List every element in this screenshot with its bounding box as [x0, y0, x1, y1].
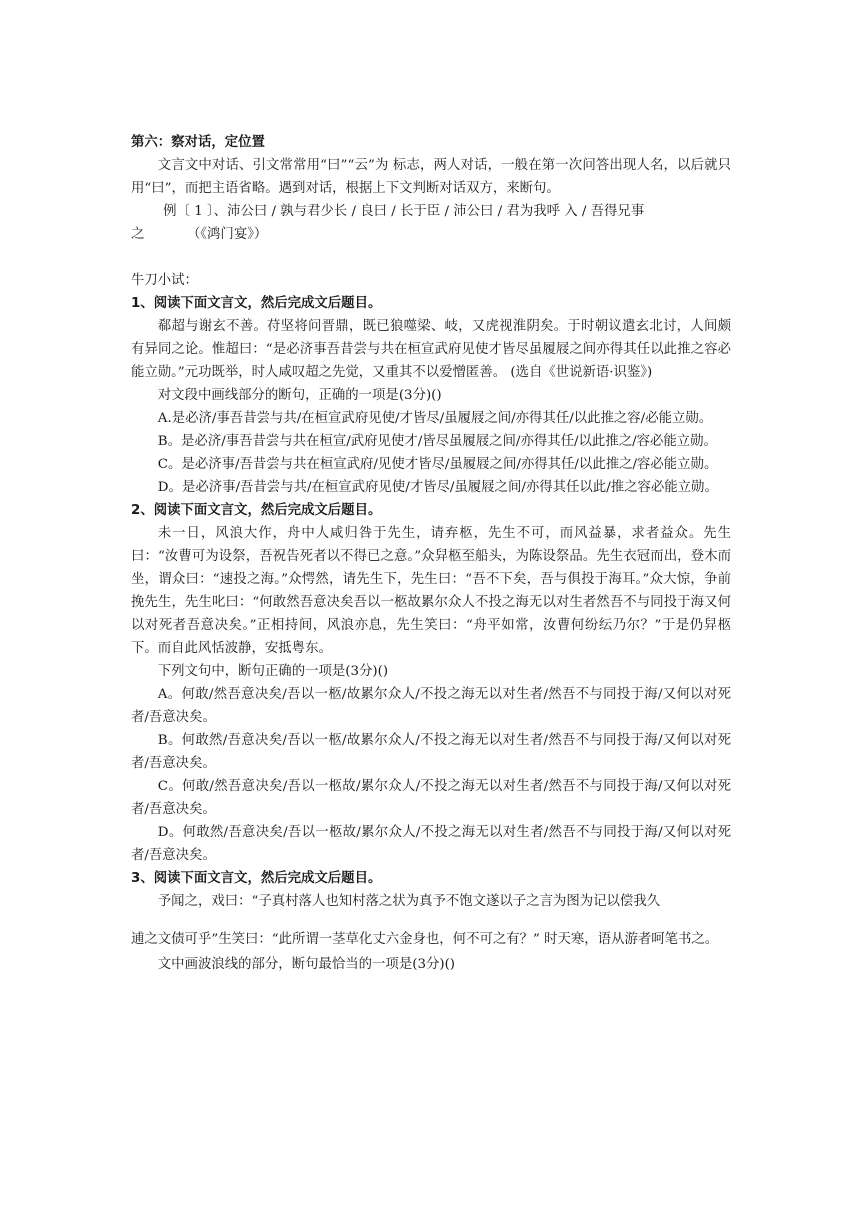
question-2-heading: 2、阅读下面文言文，然后完成文后题目。	[131, 503, 382, 518]
blank-line	[131, 246, 731, 269]
question-2-passage: 未一日，风浪大作，舟中人咸归咎于先生，请弃柩，先生不可，而风益暴，求者益众。先生曰：“汝曹可为设祭，吾祝告死者以不得已之意。”众舁柩至船头，为陈设祭品。先生衣冠而出，登木而坐，谓众曰：“速投之海。”众愕然，请先生下，先生曰：“吾不下矣，吾与俱投于海耳。”众大惊，争前挽先生，先生叱曰：“何敢然吾意决矣吾以一柩故累尔众人不投之海无以对生者然吾不与同投于海又何以对死者吾意决矣。”正相持间，风浪亦息，先生笑曰：“舟平如常，汝曹何纷纭乃尔？”于是仍舁柩下。而自此风恬波静，安抵粤东。	[131, 526, 731, 656]
example-line: 例〔 1 〕、沛公曰 / 孰与君少长 / 良曰 / 长于臣 / 沛公曰 / 君为我呼 入 / 吾得兄事	[163, 204, 645, 219]
document-content	[131, 131, 731, 976]
question-3-prompt: 文中画波浪线的部分，断句最恰当的一项是(3分)()	[157, 957, 456, 972]
question-2-option-b: B。何敢然/吾意决矣/吾以一柩/故累尔众人/不投之海无以对生者/然吾不与同投于海/又何以对死者/吾意决矣。	[131, 733, 731, 771]
question-3-passage-first-line: 予闻之，戏曰：“子真村落人也知村落之状为真予不饱文遂以子之言为图为记以偿我久	[157, 894, 661, 909]
example-line-continued: 之 （《鸿门宴》）	[131, 227, 268, 242]
question-2-option-d: D。何敢然/吾意决矣/吾以一柩故/累尔众人/不投之海无以对生者/然吾不与同投于海/又何以对死者/吾意决矣。	[131, 825, 731, 863]
practice-title: 牛刀小试：	[131, 273, 198, 288]
question-1-prompt: 对文段中画线部分的断句，正确的一项是(3分)()	[157, 388, 442, 403]
question-1-option-d: D。是必济事/吾昔尝与共/在桓宣武府见使/才皆尽/虽履屐之间/亦得其任以此/推之容必能立勋。	[157, 480, 718, 495]
section-paragraph: 文言文中对话、引文常常用“曰”“云”为 标志，两人对话，一般在第一次问答出现人名，以后就只用“曰”，而把主语省略。遇到对话，根据上下文判断对话双方，来断句。	[131, 158, 731, 196]
question-1-option-b: B。是必济/事吾昔尝与共在桓宣/武府见使才/皆尽虽履屐之间/亦得其任/以此推之/容必能立勋。	[157, 434, 717, 449]
question-2-prompt: 下列文句中，断句正确的一项是(3分)()	[157, 664, 389, 679]
question-3-heading: 3、阅读下面文言文，然后完成文后题目。	[131, 871, 382, 886]
question-3-passage-text: 逋之文债可乎”生笑曰：“此所谓一茎草化丈六金身也，何不可之有？” 时天寒，语从游者呵笔书之。	[131, 932, 719, 947]
question-1-passage: 郗超与谢玄不善。苻坚将问晋鼎，既已狼噬梁、岐，又虎视淮阴矣。于时朝议遣玄北讨，人间颇有异同之论。惟超曰：“是必济事吾昔尝与共在桓宣武府见使才皆尽虽履屐之间亦得其任以此推之容必能立勋。”元功既举，时人咸叹超之先觉，又重其不以爱憎匿善。 (选自《世说新语·识鉴》)	[131, 319, 731, 380]
section-heading: 第六：察对话，定位置	[131, 135, 265, 150]
question-2-option-c: C。何敢/然吾意决矣/吾以一柩故/累尔众人/不投之海无以对生者/然吾不与同投于海/又何以对死者/吾意决矣。	[131, 779, 731, 817]
question-2-option-a: A。何敢/然吾意决矣/吾以一柩/故累尔众人/不投之海无以对生者/然吾不与同投于海/又何以对死者/吾意决矣。	[131, 687, 731, 725]
question-1-heading: 1、阅读下面文言文，然后完成文后题目。	[131, 296, 382, 311]
question-3-passage-rest	[131, 927, 731, 953]
question-1-option-c: C。是必济事/吾昔尝与共在桓宣武府/见使才皆尽/虽履屐之间/亦得其任/以此推之/容必能立勋。	[157, 457, 718, 472]
question-1-option-a: A.是必济/事吾昔尝与共/在桓宣武府见使/才皆尽/虽履屐之间/亦得其任/以此推之容/必能立勋。	[157, 411, 713, 426]
